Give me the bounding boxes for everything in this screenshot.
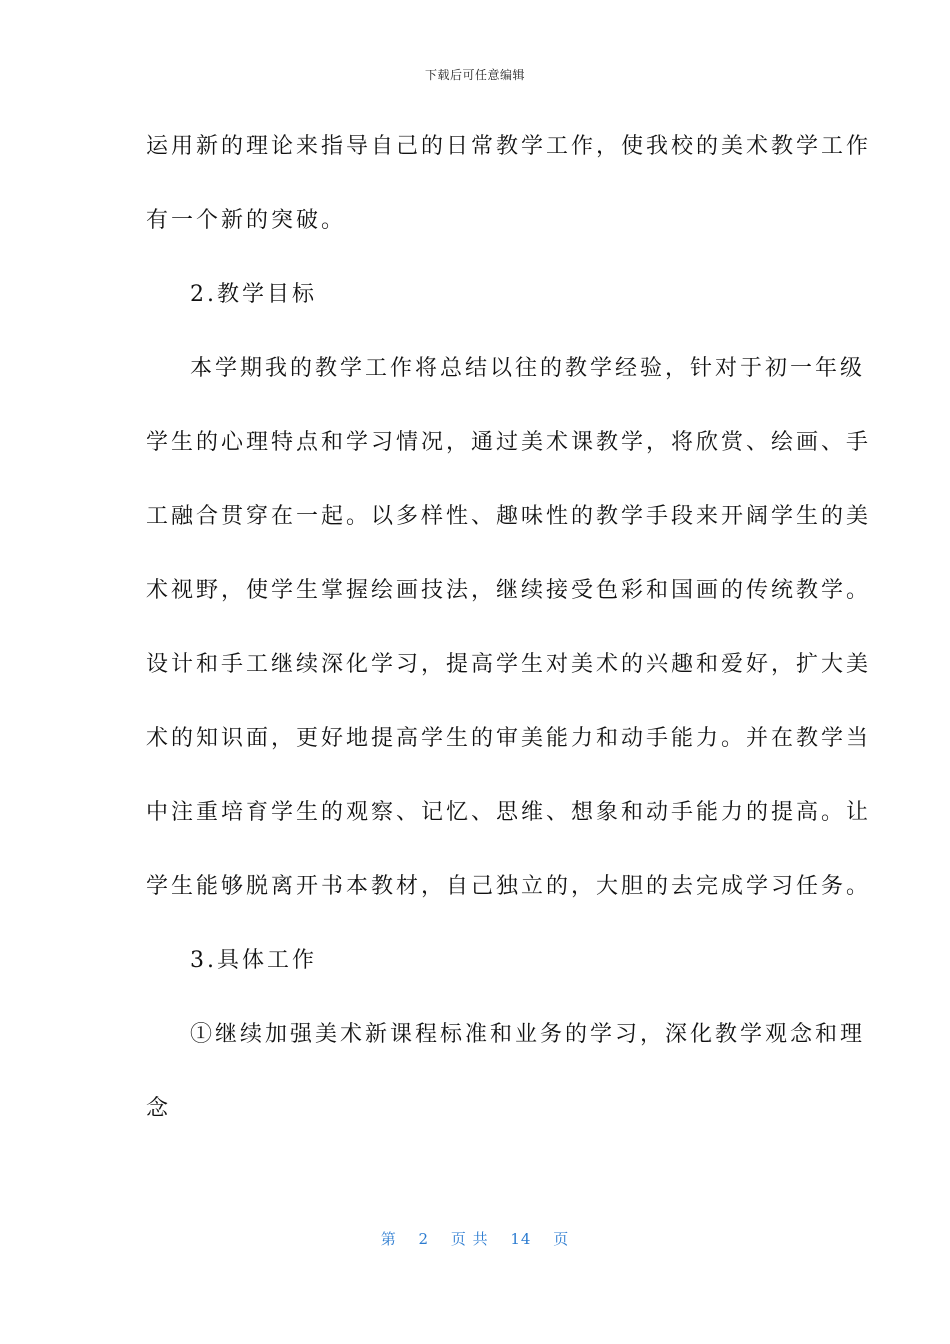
footer-current-page: 2 [418,1230,430,1248]
paragraph-line-13: ①继续加强美术新课程标准和业务的学习，深化教学观念和理 [190,1022,866,1047]
paragraph-line-10: 中注重培育学生的观察、记忆、思维、想象和动手能力的提高。让 [146,800,872,825]
document-body [146,128,872,1164]
paragraph-line-6: 工融合贯穿在一起。以多样性、趣味性的教学手段来开阔学生的美 [146,504,872,529]
paragraph-line-7: 术视野，使学生掌握绘画技法，继续接受色彩和国画的传统教学。 [146,578,872,603]
section-heading-teaching-goals: 2.教学目标 [190,282,317,307]
paragraph-line-11: 学生能够脱离开书本教材，自己独立的，大胆的去完成学习任务。 [146,874,872,899]
page-header: 下载后可任意编辑 [424,68,525,82]
footer-label-end: 页 [553,1230,570,1248]
paragraph-line-8: 设计和手工继续深化学习，提高学生对美术的兴趣和爱好，扩大美 [146,652,872,677]
paragraph-line-4: 本学期我的教学工作将总结以往的教学经验，针对于初一年级 [190,356,866,381]
paragraph-line-2: 有一个新的突破。 [146,208,347,233]
section-heading-specific-work: 3.具体工作 [190,948,317,973]
footer-label-page: 第 [380,1230,397,1248]
page-footer [0,1228,950,1249]
paragraph-line-5: 学生的心理特点和学习情况，通过美术课教学，将欣赏、绘画、手 [146,430,872,455]
footer-total-pages: 14 [510,1230,532,1248]
paragraph-line-9: 术的知识面，更好地提高学生的审美能力和动手能力。并在教学当 [146,726,872,751]
paragraph-line-1: 运用新的理论来指导自己的日常教学工作，使我校的美术教学工作 [146,134,872,159]
paragraph-line-14: 念 [146,1096,172,1121]
footer-label-of-total: 页 共 [450,1230,489,1248]
